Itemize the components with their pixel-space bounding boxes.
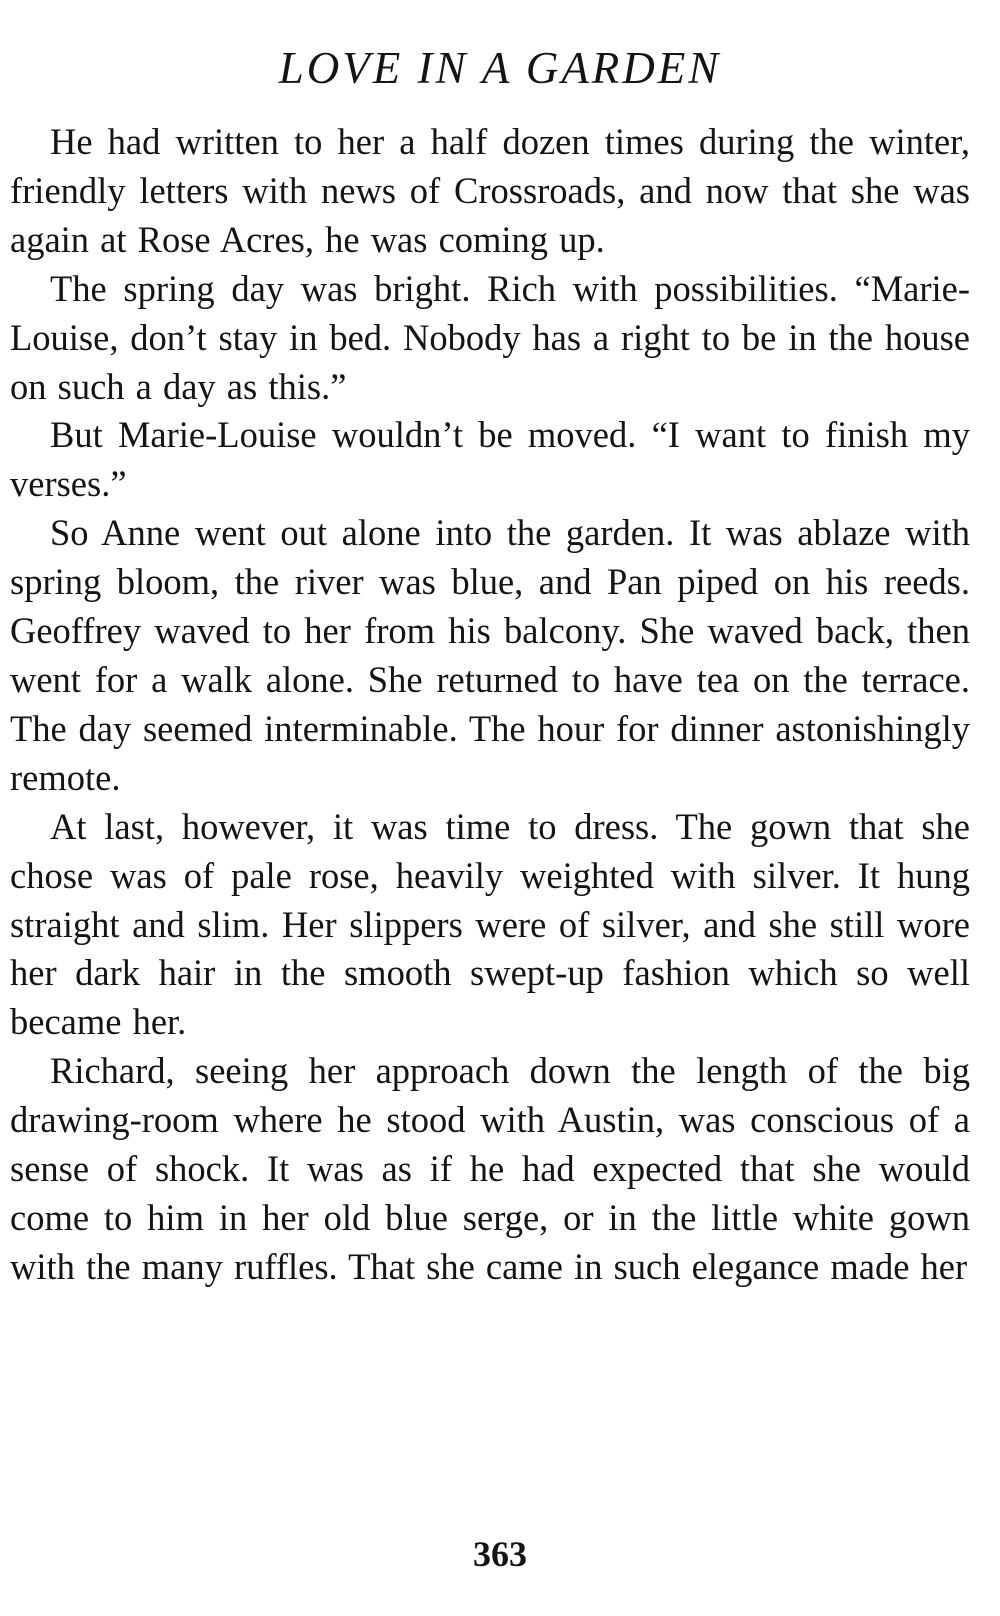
paragraph: Richard, seeing her approach down the length of the big drawing-room where he stood with Austin, was conscious of a sense of shock. It was as if he had expected that she would come to him in her old blue serge, or in the little white gown with the many ruffles. That she came in such elegance made her <box>10 1050 970 1287</box>
running-head: LOVE IN A GARDEN <box>278 43 722 93</box>
body-text <box>10 118 970 1292</box>
page-number: 363 <box>473 1534 527 1574</box>
paragraph: At last, however, it was time to dress. The gown that she chose was of pale rose, heavily weighted with silver. It hung straight and slim. Her slippers were of silver, and she still wore her dark hair in the smooth swept-up fashion which so well became her. <box>10 805 970 1043</box>
paragraph: The spring day was bright. Rich with possibilities. “Marie-Louise, don’t stay in bed. Nobody has a right to be in the house on such a day as this.” <box>10 267 970 407</box>
paragraph: He had written to her a half dozen times during the winter, friendly letters with news of Crossroads, and now that she was again at Rose Acres, he was coming up. <box>10 121 970 260</box>
paragraph: But Marie-Louise wouldn’t be moved. “I want to finish my verses.” <box>10 414 970 505</box>
paragraph: So Anne went out alone into the garden. It was ablaze with spring bloom, the river was blue, and Pan piped on his reeds. Geoffrey waved to her from his balcony. She waved back, then went for a walk alone. She returned to have tea on the terrace. The day seemed interminable. The hour for dinner astonishingly remote. <box>10 512 970 798</box>
